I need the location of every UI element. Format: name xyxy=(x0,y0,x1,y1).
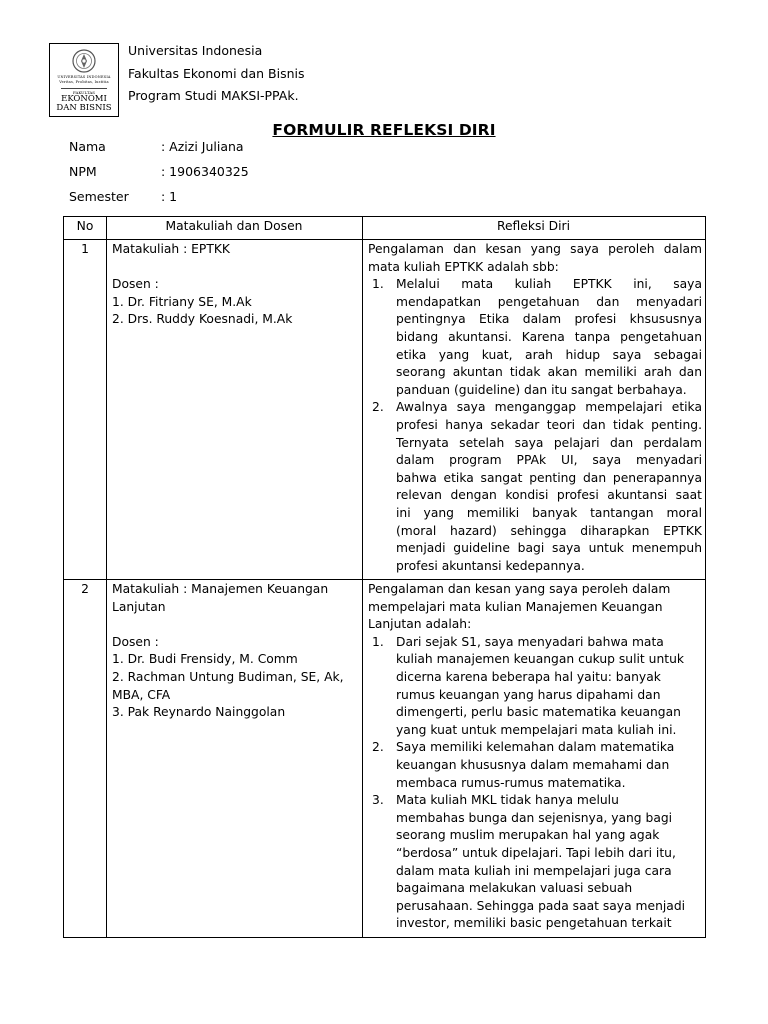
faculty-logo xyxy=(49,43,119,117)
reflection-line: menjadi guideline bagi saya untuk menempuh xyxy=(396,541,702,556)
reflection-line: bahwa etika sangat penting dan penerapannya xyxy=(396,470,702,485)
reflection-line: investor, memiliki basic pengetahuan terkait xyxy=(396,916,672,931)
reflection-line: mendapatkan pengetahuan dan menyadari xyxy=(396,294,702,309)
row-2-number: 2 xyxy=(81,582,89,596)
form-title: FORMULIR REFLEKSI DIRI xyxy=(272,121,496,139)
reflection-line: Lanjutan adalah: xyxy=(368,617,472,632)
item-text xyxy=(396,399,702,575)
course-line: 3. Pak Reynardo Nainggolan xyxy=(112,705,286,720)
institution-faculty: Fakultas Ekonomi dan Bisnis xyxy=(128,66,305,81)
item-number: 1. xyxy=(372,277,384,292)
table-col-divider xyxy=(362,217,363,937)
reflection-table xyxy=(63,216,706,938)
semester-value: : 1 xyxy=(161,189,178,204)
reflection-line: pentingnya Etika dalam profesi khsususnya xyxy=(396,312,702,327)
reflection-line: mata kuliah EPTKK adalah sbb: xyxy=(368,259,559,274)
item-number: 3. xyxy=(372,793,384,808)
reflection-line: panduan (guideline) dan itu sangat berbahaya. xyxy=(396,382,687,397)
reflection-intro xyxy=(368,581,702,634)
item-text xyxy=(396,276,702,399)
reflection-line: Pengalaman dan kesan yang saya peroleh dalam xyxy=(368,582,671,596)
item-number: 2. xyxy=(372,400,384,415)
reflection-line: perusahaan. Sehingga pada saat saya menjadi xyxy=(396,898,686,913)
logo-divider xyxy=(61,88,107,89)
reflection-line: kuliah manajemen keuangan cukup sulit untuk xyxy=(396,652,684,667)
course-line: MBA, CFA xyxy=(112,687,171,702)
course-line: 2. Rachman Untung Budiman, SE, Ak, xyxy=(112,669,344,684)
institution-program: Program Studi MAKSI-PPAk. xyxy=(128,88,299,103)
reflection-line: bagaimana melakukan valuasi sebuah xyxy=(396,881,633,896)
reflection-line: Mata kuliah MKL tidak hanya melulu xyxy=(396,793,619,808)
course-line: 2. Drs. Ruddy Koesnadi, M.Ak xyxy=(112,312,293,327)
reflection-line: dalam program PPAk UI, saya menyadari xyxy=(396,453,702,468)
reflection-line: Saya memiliki kelemahan dalam matematika xyxy=(396,740,675,755)
reflection-line: etika yang kuat, arah hidup saya sebagai xyxy=(396,347,702,362)
reflection-line: Pengalaman dan kesan yang saya peroleh dalam xyxy=(368,242,702,256)
item-text xyxy=(396,792,702,933)
institution-university: Universitas Indonesia xyxy=(128,43,263,58)
name-label: Nama xyxy=(69,139,106,154)
reflection-line: “berdosa” untuk dipelajari. Tapi lebih dari itu, xyxy=(396,845,676,860)
semester-label: Semester xyxy=(69,189,129,204)
row-2-reflection xyxy=(368,581,702,933)
logo-faculty-small: FAKULTAS xyxy=(73,90,95,95)
reflection-line: seorang muslim merupakan hal yang agak xyxy=(396,828,660,843)
table-col-divider xyxy=(106,217,107,937)
reflection-item xyxy=(368,739,702,792)
reflection-item xyxy=(368,792,702,933)
course-line: Matakuliah : EPTKK xyxy=(112,242,230,256)
course-line xyxy=(112,259,292,277)
reflection-line: relevan dengan kondisi profesi akuntansi saat xyxy=(396,488,702,503)
header-course: Matakuliah dan Dosen xyxy=(165,219,303,233)
logo-faculty-line2: DAN BISNIS xyxy=(56,103,112,113)
course-line: Lanjutan xyxy=(112,599,166,614)
logo-motto: Veritas, Probitas, Iustitia xyxy=(59,80,109,84)
reflection-intro xyxy=(368,241,702,276)
course-line xyxy=(112,616,344,634)
item-text xyxy=(396,739,702,792)
reflection-line: Ternyata setelah saya pelajari dan perdalam xyxy=(396,435,702,450)
course-line: 1. Dr. Budi Frensidy, M. Comm xyxy=(112,652,298,667)
reflection-line: (moral hazard) sehingga diharapkan EPTKK xyxy=(396,523,702,538)
reflection-line: mempelajari mata kulian Manajemen Keuangan xyxy=(368,599,663,614)
reflection-line: profesi hanya sekadar teori dan tidak penting. xyxy=(396,417,702,432)
npm-label: NPM xyxy=(69,164,97,179)
ui-makara-seal-icon xyxy=(71,48,97,74)
reflection-line: keuangan khususnya dalam memahami dan xyxy=(396,757,670,772)
reflection-line: dalam mata kuliah ini mempelajari juga cara xyxy=(396,863,672,878)
name-value: : Azizi Juliana xyxy=(161,139,244,154)
table-row-divider xyxy=(64,239,705,240)
logo-faculty-line1: EKONOMI xyxy=(61,94,107,104)
table-row-divider xyxy=(64,579,705,580)
npm-value: : 1906340325 xyxy=(161,164,249,179)
reflection-line: seorang akuntan tidak akan memiliki arah dan xyxy=(396,365,702,380)
reflection-line: Dari sejak S1, saya menyadari bahwa mata xyxy=(396,634,664,649)
reflection-item xyxy=(368,399,702,575)
reflection-line: ini yang memiliki banyak tantangan moral xyxy=(396,505,702,520)
item-number: 1. xyxy=(372,634,384,649)
course-line: Dosen : xyxy=(112,277,159,292)
course-line: 1. Dr. Fitriany SE, M.Ak xyxy=(112,294,252,309)
reflection-line: Melalui mata kuliah EPTKK ini, saya xyxy=(396,277,702,292)
row-1-course xyxy=(112,241,292,329)
header-no: No xyxy=(76,219,94,233)
reflection-line: profesi akuntansi kedepannya. xyxy=(396,558,585,573)
row-1-reflection xyxy=(368,241,702,575)
reflection-line: rumus keuangan yang harus dipahami dan xyxy=(396,687,661,702)
reflection-line: Awalnya saya menganggap mempelajari etika xyxy=(396,400,702,415)
reflection-line: membaca rumus-rumus matematika. xyxy=(396,775,626,790)
reflection-item xyxy=(368,634,702,740)
logo-university: UNIVERSITAS INDONESIA xyxy=(57,75,111,79)
reflection-item xyxy=(368,276,702,399)
course-line: Dosen : xyxy=(112,634,159,649)
row-1-number: 1 xyxy=(81,242,89,256)
reflection-line: dimengerti, perlu basic matematika keuangan xyxy=(396,705,681,720)
reflection-line: yang kuat untuk mempelajari mata kuliah ini. xyxy=(396,722,677,737)
reflection-line: dicerna karena beberapa hal yaitu: banyak xyxy=(396,669,661,684)
item-text xyxy=(396,634,702,740)
header-reflection: Refleksi Diri xyxy=(496,219,571,233)
item-number: 2. xyxy=(372,740,384,755)
reflection-line: membahas bunga dan sejenisnya, yang bagi xyxy=(396,810,673,825)
course-line: Matakuliah : Manajemen Keuangan xyxy=(112,582,329,596)
row-2-course xyxy=(112,581,344,722)
reflection-line: bidang akuntansi. Karena tanpa pengetahuan xyxy=(396,329,702,344)
